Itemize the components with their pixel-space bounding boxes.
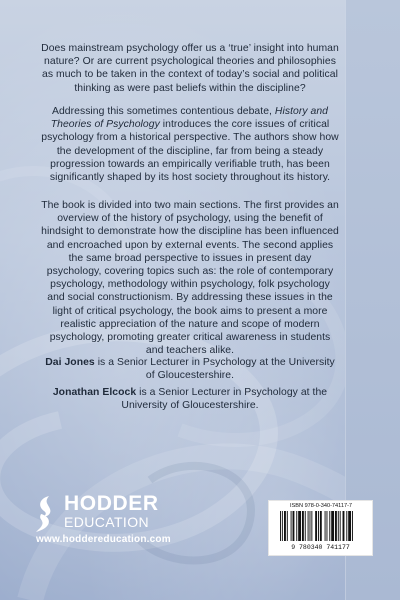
barcode-bar bbox=[320, 511, 322, 541]
barcode-bar bbox=[287, 511, 288, 541]
barcode-bar bbox=[296, 511, 297, 541]
barcode-bar bbox=[311, 511, 312, 541]
book-title-italic: History and Theories of Psychology bbox=[50, 106, 329, 131]
author-bio-text: is a Senior Lecturer in Psychology at the University of Gloucestershire. bbox=[94, 357, 335, 382]
barcode-bar bbox=[291, 511, 292, 541]
publisher-name-line2: EDUCATION bbox=[64, 514, 150, 530]
barcode-bar bbox=[335, 511, 337, 541]
barcode-bar bbox=[310, 511, 311, 541]
author-bio-1 bbox=[40, 356, 340, 382]
blurb-paragraph-2 bbox=[40, 105, 340, 184]
barcode-bar bbox=[329, 511, 330, 541]
isbn-label: ISBN 978-0-340-74117-7 bbox=[289, 503, 353, 509]
barcode-bar bbox=[343, 511, 345, 541]
barcode-bar bbox=[331, 511, 334, 541]
barcode-bar bbox=[346, 511, 347, 541]
barcode-bar bbox=[352, 511, 353, 541]
barcode-bar bbox=[318, 511, 319, 541]
author-name: Dai Jones bbox=[45, 357, 95, 368]
blurb-paragraph-1: Does mainstream psychology offer us a ‘true’ insight into human nature? Or are current psychological theories and philosophies as much to be taken in the context of today’s social and political thinking as were past beliefs within the discipline? bbox=[41, 43, 339, 94]
blurb-intro-text: Addressing this sometimes contentious debate, bbox=[51, 106, 275, 117]
barcode-bar bbox=[338, 511, 339, 541]
barcode-bar bbox=[282, 511, 283, 541]
barcode-bar bbox=[315, 511, 317, 541]
hodder-logo-icon bbox=[32, 494, 58, 534]
publisher-name-line1: HODDER bbox=[64, 492, 159, 515]
barcode-digits: 9 780340 741177 bbox=[291, 544, 350, 551]
author-bio-text: is a Senior Lecturer in Psychology at the University of Gloucestershire. bbox=[121, 387, 328, 412]
barcode-bar bbox=[325, 511, 326, 541]
author-bio-2 bbox=[40, 386, 340, 412]
blurb-body-text: introduces the core issues of critical psychology from a historical perspective. The authors show how the development of the discipline, far from being a steady progression towards an empirically verifiable truth, has been significantly shaped by its host society throughout its history. bbox=[41, 119, 339, 184]
barcode-bar bbox=[280, 511, 281, 541]
isbn-barcode bbox=[268, 500, 373, 556]
barcode-bar bbox=[305, 511, 306, 541]
barcode-bar bbox=[326, 511, 327, 541]
barcode-bar bbox=[308, 511, 309, 541]
barcode-bar bbox=[298, 511, 301, 541]
barcode-bar bbox=[284, 511, 286, 541]
barcode-bar bbox=[293, 511, 295, 541]
publisher-url: www.hoddereducation.com bbox=[36, 534, 171, 545]
blurb-paragraph-3: The book is divided into two main sections. The first provides an overview of the history of psychology, using the benefit of hindsight to demonstrate how the discipline has been influenced and encroached upon by external events. The second applies the same broad perspective to issues in present day psychology, covering topics such as: the role of contemporary psychology, methodology within psychology, folk psychology and social constructionism. By addressing these issues in the light of critical psychology, the book aims to present a more realistic appreciation of the nature and scope of modern psychology, promoting greater critical awareness in students and teachers alike. bbox=[41, 200, 339, 357]
author-name: Jonathan Elcock bbox=[52, 387, 137, 398]
barcode-bar bbox=[340, 511, 341, 541]
barcode-bar bbox=[302, 511, 304, 541]
barcode-bar bbox=[348, 511, 351, 541]
barcode-graphic bbox=[274, 511, 367, 551]
